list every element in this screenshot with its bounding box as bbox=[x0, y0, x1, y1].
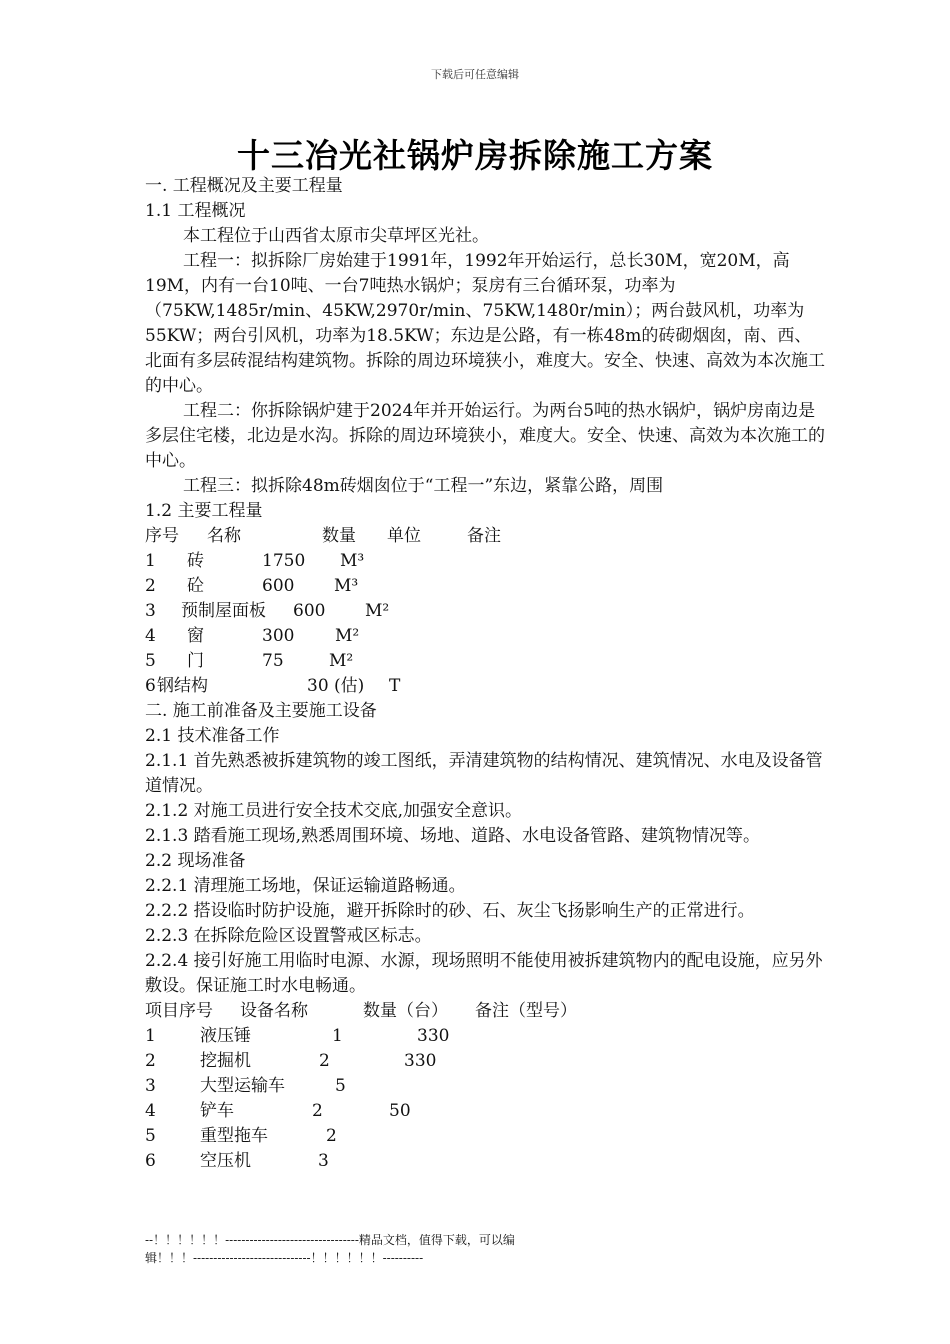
header-note: 下载后可任意编辑 bbox=[431, 68, 519, 81]
cell-unit: M² bbox=[329, 651, 354, 671]
cell-unit: M² bbox=[365, 601, 390, 621]
table-row bbox=[145, 1049, 825, 1074]
table-row bbox=[145, 599, 825, 624]
col-header: 单位 bbox=[387, 526, 421, 546]
cell-no: 3 bbox=[145, 601, 156, 621]
col-header: 设备名称 bbox=[240, 1001, 308, 1021]
cell-name: 砖 bbox=[187, 551, 204, 571]
col-header: 项目序号 bbox=[145, 1001, 213, 1021]
footer-line: 辑！！！-----------------------------！！！！！！---------- bbox=[145, 1251, 424, 1265]
cell-qty: 2 bbox=[312, 1101, 323, 1121]
cell-no: 5 bbox=[145, 1126, 156, 1146]
cell-qty: 600 bbox=[293, 601, 326, 621]
paragraph-2-1-3: 2.1.3 踏看施工现场,熟悉周围环境、场地、道路、水电设备管路、建筑物情况等。 bbox=[145, 826, 761, 846]
subsection-heading: 1.2 主要工程量 bbox=[145, 501, 263, 521]
cell-unit: M³ bbox=[334, 576, 359, 596]
cell-name: 钢结构 bbox=[157, 676, 208, 696]
cell-model: 50 bbox=[389, 1101, 411, 1121]
subsection-heading: 2.1 技术准备工作 bbox=[145, 726, 280, 746]
cell-name: 砼 bbox=[187, 576, 204, 596]
cell-name: 空压机 bbox=[200, 1151, 251, 1171]
paragraph-2-1-2: 2.1.2 对施工员进行安全技术交底,加强安全意识。 bbox=[145, 801, 523, 821]
paragraph-project-1: 工程一：拟拆除厂房始建于1991年，1992年开始运行，总长30M，宽20M，高19M，内有一台10吨、一台7吨热水锅炉；泵房有三台循环泵，功率为（75KW,1485r/min、45KW,2970r/min、75KW,1480r/min）；两台鼓风机，功率为55KW；两台引风机，功率为18.5KW；东边是公路，有一栋48m的砖砌烟囱，南、西、北面有多层砖混结构建筑物。拆除的周边环境狭小，难度大。安全、快速、高效为本次施工的中心。 bbox=[145, 251, 825, 396]
cell-name: 重型拖车 bbox=[200, 1126, 268, 1146]
cell-qty: 30 (估) bbox=[307, 676, 365, 696]
table-row bbox=[145, 674, 825, 699]
cell-qty: 300 bbox=[262, 626, 295, 646]
cell-no: 5 bbox=[145, 651, 156, 671]
cell-qty: 600 bbox=[262, 576, 295, 596]
document-title: 十三冶光社锅炉房拆除施工方案 bbox=[237, 136, 713, 175]
paragraph-project-2: 工程二：你拆除锅炉建于2024年并开始运行。为两台5吨的热水锅炉，锅炉房南边是多层住宅楼，北边是水沟。拆除的周边环境狭小，难度大。安全、快速、高效为本次施工的中心。 bbox=[145, 401, 825, 471]
table-row bbox=[145, 1124, 825, 1149]
col-header: 备注（型号） bbox=[475, 1001, 577, 1021]
paragraph-2-2-1: 2.2.1 清理施工场地，保证运输道路畅通。 bbox=[145, 876, 466, 896]
cell-qty: 1 bbox=[332, 1026, 343, 1046]
cell-name: 预制屋面板 bbox=[181, 601, 266, 621]
cell-no: 6 bbox=[145, 676, 156, 696]
paragraph-2-2-4: 2.2.4 接引好施工用临时电源、水源，现场照明不能使用被拆建筑物内的配电设施，应另外敷设。保证施工时水电畅通。 bbox=[145, 951, 823, 996]
table-row bbox=[145, 1149, 825, 1174]
paragraph-2-1-1: 2.1.1 首先熟悉被拆建筑物的竣工图纸，弄清建筑物的结构情况、建筑情况、水电及设备管道情况。 bbox=[145, 751, 823, 796]
cell-no: 4 bbox=[145, 626, 156, 646]
table-row bbox=[145, 1024, 825, 1049]
subsection-heading: 1.1 工程概况 bbox=[145, 201, 246, 221]
document-body bbox=[145, 174, 825, 1174]
section-heading: 一. 工程概况及主要工程量 bbox=[145, 176, 343, 196]
section-heading: 二. 施工前准备及主要施工设备 bbox=[145, 701, 377, 721]
cell-qty: 2 bbox=[319, 1051, 330, 1071]
table-row bbox=[145, 1074, 825, 1099]
cell-no: 2 bbox=[145, 1051, 156, 1071]
cell-qty: 2 bbox=[326, 1126, 337, 1146]
cell-unit: M² bbox=[335, 626, 360, 646]
cell-no: 1 bbox=[145, 551, 156, 571]
cell-name: 窗 bbox=[187, 626, 204, 646]
cell-no: 4 bbox=[145, 1101, 156, 1121]
col-header: 序号 bbox=[145, 526, 179, 546]
cell-unit: T bbox=[389, 676, 401, 696]
col-header: 数量 bbox=[322, 526, 356, 546]
cell-no: 1 bbox=[145, 1026, 156, 1046]
cell-unit: M³ bbox=[340, 551, 365, 571]
cell-name: 铲车 bbox=[200, 1101, 234, 1121]
cell-qty: 75 bbox=[262, 651, 284, 671]
footer-line: --！！！！！！---------------------------------精品文档，值得下载，可以编 bbox=[145, 1233, 515, 1247]
subsection-heading: 2.2 现场准备 bbox=[145, 851, 246, 871]
table-row bbox=[145, 549, 825, 574]
cell-qty: 5 bbox=[335, 1076, 346, 1096]
table-row bbox=[145, 649, 825, 674]
paragraph-project-3: 工程三：拟拆除48m砖烟囱位于“工程一”东边，紧靠公路，周围 bbox=[183, 476, 664, 496]
col-header: 备注 bbox=[467, 526, 501, 546]
quantity-table-header bbox=[145, 524, 825, 549]
cell-name: 门 bbox=[187, 651, 204, 671]
table-row bbox=[145, 1099, 825, 1124]
paragraph-location: 本工程位于山西省太原市尖草坪区光社。 bbox=[183, 226, 489, 246]
paragraph-2-2-2: 2.2.2 搭设临时防护设施，避开拆除时的砂、石、灰尘飞扬影响生产的正常进行。 bbox=[145, 901, 755, 921]
cell-no: 6 bbox=[145, 1151, 156, 1171]
col-header: 数量（台） bbox=[363, 1001, 448, 1021]
footer-note bbox=[145, 1231, 605, 1267]
cell-qty: 3 bbox=[318, 1151, 329, 1171]
cell-no: 3 bbox=[145, 1076, 156, 1096]
cell-qty: 1750 bbox=[262, 551, 306, 571]
paragraph-2-2-3: 2.2.3 在拆除危险区设置警戒区标志。 bbox=[145, 926, 432, 946]
cell-name: 挖掘机 bbox=[200, 1051, 251, 1071]
table-row bbox=[145, 624, 825, 649]
col-header: 名称 bbox=[207, 526, 241, 546]
cell-name: 大型运输车 bbox=[200, 1076, 285, 1096]
cell-name: 液压锤 bbox=[200, 1026, 251, 1046]
equipment-table-header bbox=[145, 999, 825, 1024]
table-row bbox=[145, 574, 825, 599]
cell-no: 2 bbox=[145, 576, 156, 596]
cell-model: 330 bbox=[404, 1051, 437, 1071]
cell-model: 330 bbox=[417, 1026, 450, 1046]
